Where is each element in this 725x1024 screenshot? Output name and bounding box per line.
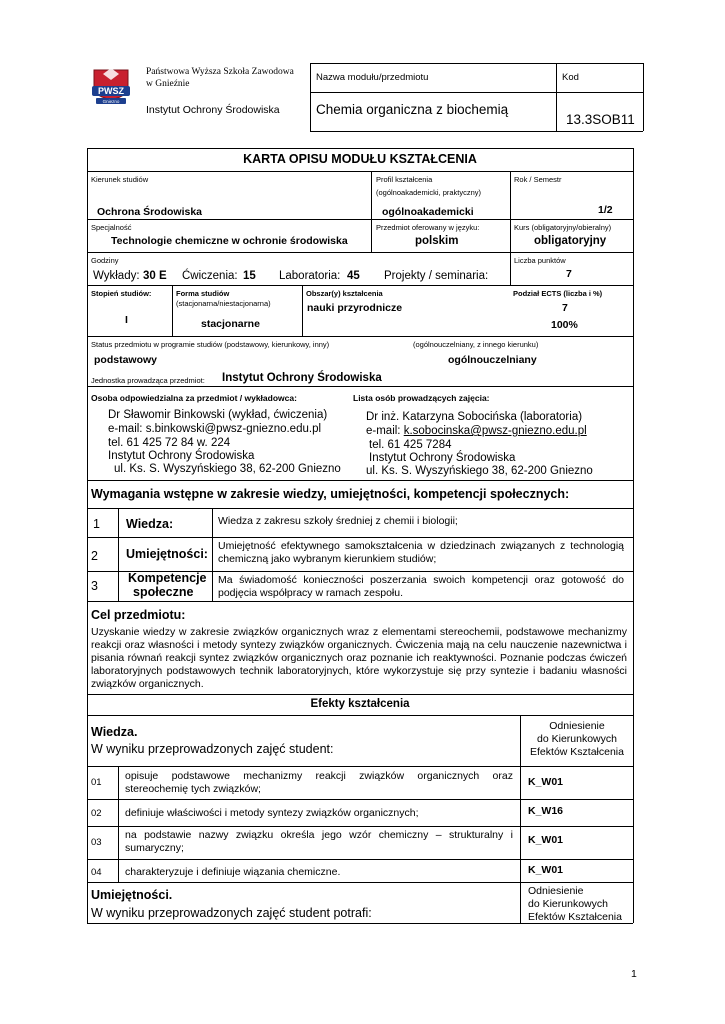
req-num-2: 2 xyxy=(91,549,98,563)
knowledge-title: Wiedza. xyxy=(91,725,138,739)
status-value: podstawowy xyxy=(94,354,158,366)
responsible-label: Osoba odpowiedzialna za przedmiot / wykładowca: xyxy=(91,393,297,403)
form-label-1: Forma studiów xyxy=(176,289,230,298)
skills-reference-line-1: Odniesienie xyxy=(528,885,584,897)
projects-label: Projekty / seminaria: xyxy=(384,270,489,282)
hours-label: Godziny xyxy=(91,256,119,265)
others-line-3: tel. 61 425 7284 xyxy=(369,439,452,451)
profile-label-2: (ogólnoakademicki, praktyczny) xyxy=(376,188,482,197)
unit-value: Instytut Ochrony Środowiska xyxy=(222,372,382,384)
module-name: Chemia organiczna z biochemią xyxy=(316,102,509,117)
req-label-2: Umiejętności: xyxy=(126,547,208,561)
form-value: stacjonarne xyxy=(201,318,260,330)
req-text-2: Umiejętność efektywnego samokształcenia w dziedzinach związanych z technologią chemiczną jako wybranym kierunkiem studiów; xyxy=(218,540,624,565)
language-value: polskim xyxy=(415,235,459,247)
outcome-num-01: 01 xyxy=(91,777,102,788)
lab-value: 45 xyxy=(347,270,360,282)
degree-value: I xyxy=(125,314,128,326)
req-num-3: 3 xyxy=(91,579,98,593)
course-type-label: Kurs (obligatoryjny/obieralny) xyxy=(514,223,612,232)
outcome-text-01: opisuje podstawowe mechanizmy reakcji związków organicznych oraz stereochemię tych związków; xyxy=(125,770,513,795)
general-value: ogólnouczelniany xyxy=(448,354,537,366)
points-label: Liczba punktów xyxy=(514,256,566,265)
specialty-label: Specjalność xyxy=(91,223,132,232)
skills-title: Umiejętności. xyxy=(91,888,173,902)
outcome-ref-01: K_W01 xyxy=(528,776,564,788)
lectures-value: 30 E xyxy=(143,270,167,282)
req-label-3a: Kompetencje xyxy=(128,571,207,585)
knowledge-subtitle: W wyniku przeprowadzonych zajęć student: xyxy=(91,742,334,756)
outcome-ref-04: K_W01 xyxy=(528,864,564,876)
skills-subtitle: W wyniku przeprowadzonych zajęć student potrafi: xyxy=(91,906,372,920)
module-name-label: Nazwa modułu/przedmiotu xyxy=(316,72,429,83)
skills-reference-line-2: do Kierunkowych xyxy=(528,898,608,910)
outcome-num-03: 03 xyxy=(91,837,102,848)
year-value: 1/2 xyxy=(598,204,613,216)
area-label: Obszar(y) kształcenia xyxy=(306,289,383,298)
institution-logo xyxy=(88,62,134,108)
outcome-num-04: 04 xyxy=(91,867,102,878)
reference-line-3: Efektów Kształcenia xyxy=(530,746,624,758)
others-line-4: Instytut Ochrony Środowiska xyxy=(369,452,516,464)
others-line-1: Dr inż. Katarzyna Sobocińska (laboratoria) xyxy=(366,411,583,423)
general-label: (ogólnouczelniany, z innego kierunku) xyxy=(413,340,539,349)
course-type-value: obligatoryjny xyxy=(534,235,607,247)
profile-value: ogólnoakademicki xyxy=(382,206,474,218)
req-label-1: Wiedza: xyxy=(126,517,174,531)
institute-name: Instytut Ochrony Środowiska xyxy=(146,104,280,116)
status-label: Status przedmiotu w programie studiów (podstawowy, kierunkowy, inny) xyxy=(91,340,330,349)
lab-label: Laboratoria: xyxy=(279,270,341,282)
svg-text:PWSZ: PWSZ xyxy=(98,86,124,96)
reference-line-1: Odniesienie xyxy=(549,720,605,732)
responsible-line-4: Instytut Ochrony Środowiska xyxy=(108,450,255,462)
outcome-text-04: charakteryzuje i definiuje wiązania chemiczne. xyxy=(125,866,341,878)
skills-reference-line-3: Efektów Kształcenia xyxy=(528,911,622,923)
unit-label: Jednostka prowadząca przedmiot: xyxy=(91,376,205,385)
others-label: Lista osób prowadzących zajęcia: xyxy=(353,393,490,403)
others-email-prefix: e-mail: xyxy=(366,425,404,437)
responsible-line-5: ul. Ks. S. Wyszyńskiego 38, 62-200 Gniezno xyxy=(114,463,341,475)
card-title: KARTA OPISU MODUŁU KSZTAŁCENIA xyxy=(243,152,477,166)
svg-text:Gniezno: Gniezno xyxy=(102,99,120,104)
degree-label: Stopień studiów: xyxy=(91,289,152,298)
outcome-text-02: definiuje właściwości i metody syntezy związków organicznych; xyxy=(125,807,419,819)
req-text-3: Ma świadomość konieczności poszerzania swoich kompetencji oraz gotowość do podjęcia współpracy w ramach zespołu. xyxy=(218,574,624,599)
page-number: 1 xyxy=(631,968,637,980)
area-value: nauki przyrodnicze xyxy=(307,302,403,314)
institution-name-line2: w Gnieźnie xyxy=(146,79,190,89)
goal-text: Uzyskanie wiedzy w zakresie związków organicznych wraz z elementami stereochemii, podstawowe mechanizmy reakcji oraz własności i metody syntezy związków organicznych. Ćwiczenia mają na celu nauczenie nazewnictwa i pisania równań reakcji syntez związków organicznych oraz poznanie ich reaktywności. Poznanie podczas ćwiczeń laboratoryjnych podstawowych technik laboratoryjnych, które wykorzystuje się przy syntezie i badaniu własności związków organicznych. xyxy=(91,626,627,690)
others-line-5: ul. Ks. S. Wyszyńskiego 38, 62-200 Gniezno xyxy=(366,465,593,477)
language-label: Przedmiot oferowany w języku: xyxy=(376,223,480,232)
exercises-label: Ćwiczenia: xyxy=(182,270,238,282)
others-email-link[interactable]: k.sobocinska@pwsz-gniezno.edu.pl xyxy=(403,425,587,437)
req-text-1: Wiedza z zakresu szkoły średniej z chemii i biologii; xyxy=(218,515,458,527)
requirements-heading: Wymagania wstępne w zakresie wiedzy, umiejętności, kompetencji społecznych: xyxy=(91,487,570,501)
study-field-label: Kierunek studiów xyxy=(91,175,149,184)
others-email-line xyxy=(366,425,587,437)
responsible-line-3: tel. 61 425 72 84 w. 224 xyxy=(108,437,231,449)
outcome-text-03: na podstawie nazwy związku określa jego wzór chemiczny – strukturalny i sumaryczny; xyxy=(125,829,513,854)
goal-heading: Cel przedmiotu: xyxy=(91,608,186,622)
exercises-value: 15 xyxy=(243,270,256,282)
code-label: Kod xyxy=(562,72,579,83)
lectures-label: Wykłady: xyxy=(93,270,140,282)
req-label-3b: społeczne xyxy=(133,585,194,599)
module-code: 13.3SOB11 xyxy=(566,112,635,127)
study-field: Ochrona Środowiska xyxy=(97,206,203,218)
points-value: 7 xyxy=(566,268,572,280)
ects-number: 7 xyxy=(562,302,568,314)
ects-percent: 100% xyxy=(551,319,578,331)
outcome-ref-03: K_W01 xyxy=(528,834,564,846)
institution-name-line1: Państwowa Wyższa Szkoła Zawodowa xyxy=(146,67,294,77)
form-label-2: (stacjonarna/niestacjonarna) xyxy=(176,299,271,308)
outcome-ref-02: K_W16 xyxy=(528,805,564,817)
responsible-line-2: e-mail: s.binkowski@pwsz-gniezno.edu.pl xyxy=(108,423,322,435)
outcome-num-02: 02 xyxy=(91,808,102,819)
ects-label: Podział ECTS (liczba i %) xyxy=(513,289,603,298)
year-label: Rok / Semestr xyxy=(514,175,562,184)
specialty-value: Technologie chemiczne w ochronie środowiska xyxy=(111,235,348,247)
profile-label-1: Profil kształcenia xyxy=(376,175,433,184)
responsible-line-1: Dr Sławomir Binkowski (wykład, ćwiczenia) xyxy=(108,409,328,421)
req-num-1: 1 xyxy=(93,517,100,531)
reference-line-2: do Kierunkowych xyxy=(537,733,617,745)
outcomes-heading: Efekty kształcenia xyxy=(310,698,410,710)
